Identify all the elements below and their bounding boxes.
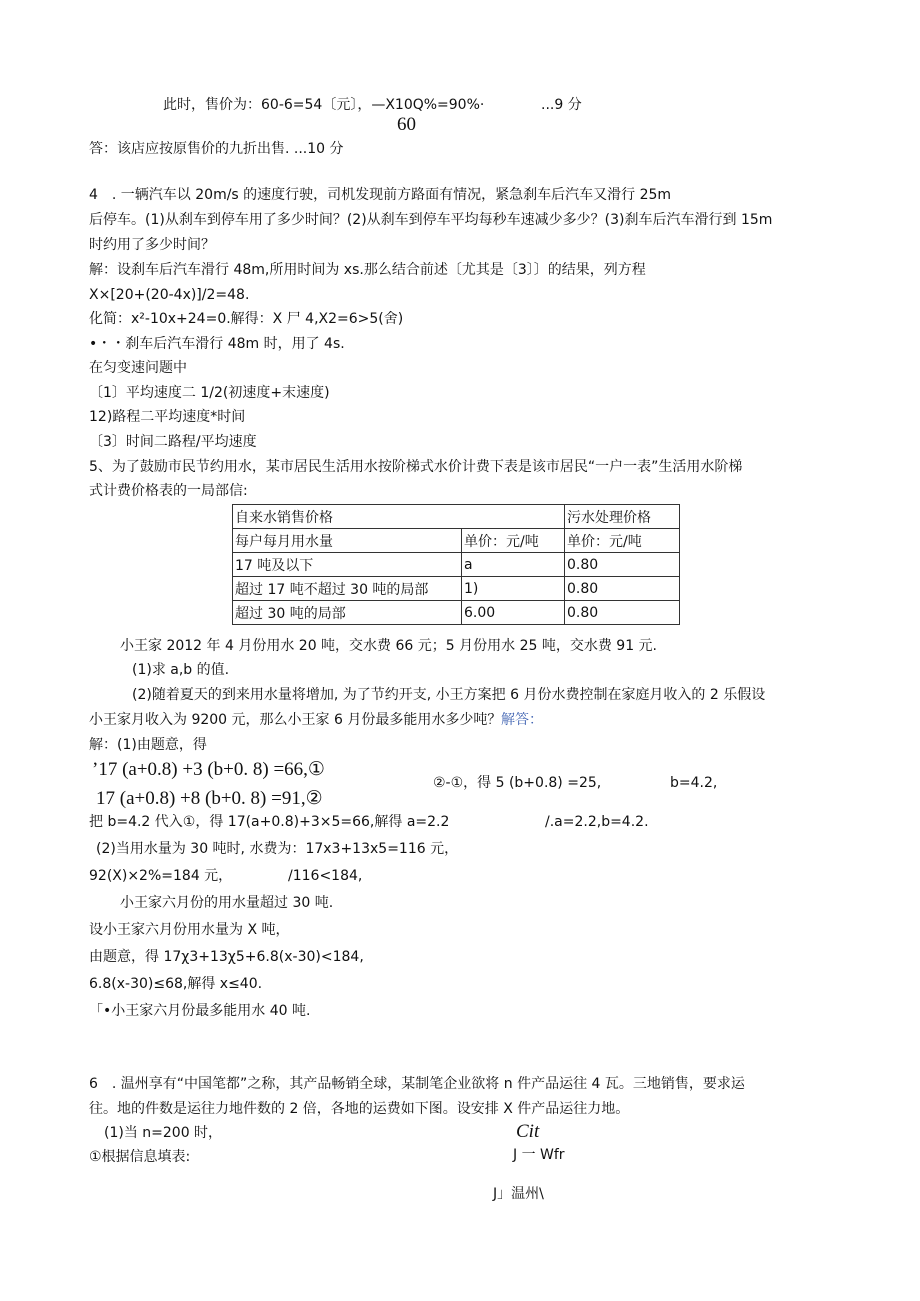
figure-label-wenzhou: J」温州\: [493, 1186, 544, 1202]
problem-4-questions-cont: 时约用了多少时间？: [89, 237, 215, 253]
table-header-cell: 污水处理价格: [565, 505, 680, 529]
table-row: [233, 529, 680, 553]
problem-6-stem-cont: 往。地的件数是运往力地件数的 2 倍，各地的运费如下图。设安排 X 件产品运往力地。: [89, 1101, 630, 1117]
calc-line: 此时，售价为：60-6=54〔元〕，—X10Q%=90%·: [163, 97, 485, 113]
problem-5-q2-cont: 小王家月收入为 9200 元，那么小王家 6 月份最多能用水多少吨？: [89, 712, 502, 728]
solution-5-conclusion: 「•小王家六月份最多能用水 40 吨.: [89, 1003, 311, 1019]
table-cell: 1): [462, 577, 565, 601]
problem-4-stem: 4 . 一辆汽车以 20m/s 的速度行驶，司机发现前方路面有情况，紧急刹车后汽车又滑行 25m: [89, 187, 672, 203]
problem-6-fill-table: ①根据信息填表:: [89, 1149, 191, 1165]
table-cell: 超过 17 吨不超过 30 吨的局部: [233, 577, 462, 601]
table-row: [233, 577, 680, 601]
table-cell: 6.00: [462, 601, 565, 625]
table-row: [233, 553, 680, 577]
problem-5-q2: (2)随着夏天的到来用水量将增加, 为了节约开支, 小王方案把 6 月份水费控制在家庭月收入的 2 乐假设: [132, 687, 766, 703]
b-result: b=4.2,: [670, 775, 718, 791]
budget-line: 92(X)×2%=184 元，: [89, 868, 233, 884]
note-item-3: 〔3〕时间二路程/平均速度: [89, 434, 257, 450]
problem-6-stem: 6 . 温州享有“中国笔都”之称，其产品畅销全球，某制笔企业欲将 n 件产品运往 4 瓦。三地销售，要求运: [89, 1076, 745, 1092]
problem-5-data: 小王家 2012 年 4 月份用水 20 吨，交水费 66 元；5 月份用水 25 吨，交水费 91 元.: [120, 638, 658, 654]
figure-label-city: Cit: [516, 1121, 540, 1142]
table-cell: 超过 30 吨的局部: [233, 601, 462, 625]
equation-2: 17 (a+0.8) +8 (b+0. 8) =91,②: [96, 788, 323, 809]
answer-link[interactable]: 解答：: [501, 712, 543, 728]
equation-subtract: ②-①，得 5 (b+0.8) =25,: [433, 775, 602, 791]
note-item-2: 12)路程二平均速度*时间: [89, 409, 246, 425]
let-line: 设小王家六月份用水量为 X 吨，: [89, 922, 290, 938]
inequality-solve: 6.8(x-30)≤68,解得 x≤40.: [89, 976, 263, 992]
problem-5-stem-cont: 式计费价格表的一局部信:: [89, 483, 248, 499]
problem-5-q1: (1)求 a,b 的值.: [132, 662, 230, 678]
substitute-line: 把 b=4.2 代入①，得 17(a+0.8)+3×5=66,解得 a=2.2: [89, 814, 450, 830]
note-item-1: 〔1〕平均速度二 1/2(初速度+末速度): [89, 385, 330, 401]
equation-1: ’17 (a+0.8) +3 (b+0. 8) =66,①: [92, 759, 325, 780]
solution-4-simplify: 化简：x²-10x+24=0.解得：X 尸 4,X2=6>5(舍): [89, 311, 404, 327]
problem-4-questions: 后停车。(1)从刹车到停车用了多少时间？(2)从刹车到停车平均每秒车速减少多少？(3)刹车后汽车滑行到 15m: [89, 212, 773, 228]
figure-label-route: J 一 Wfr: [513, 1147, 565, 1163]
table-cell: 0.80: [565, 577, 680, 601]
problem-6-q1: (1)当 n=200 时，: [104, 1125, 223, 1141]
table-cell: 17 吨及以下: [233, 553, 462, 577]
inequality-line: 由题意，得 17χ3+13χ5+6.8(x-30)<184,: [89, 949, 364, 965]
solution-4-equation: X×[20+(20-4x)]/2=48.: [89, 287, 250, 303]
table-row: [233, 505, 680, 529]
score-marker: ...9 分: [541, 97, 582, 113]
table-cell: 0.80: [565, 553, 680, 577]
solution-4-conclusion: •・・刹车后汽车滑行 48m 时，用了 4s.: [89, 336, 345, 352]
table-header-cell: 自来水销售价格: [233, 505, 565, 529]
ab-result: /.a=2.2,b=4.2.: [545, 814, 649, 830]
compare-line: /116<184,: [288, 868, 363, 884]
exceeds-line: 小王家六月份的用水量超过 30 吨.: [120, 895, 334, 911]
problem-5-stem: 5、为了鼓励市民节约用水，某市居民生活用水按阶梯式水价计费下表是该市居民“一户一表”生活用水阶梯: [89, 459, 743, 475]
table-header-cell: 每户每月用水量: [233, 529, 462, 553]
solution-4-intro: 解：设刹车后汽车滑行 48m,所用时间为 xs.那么结合前述〔尤其是〔3〕〕的结果，列方程: [89, 262, 646, 278]
water-price-table: [232, 504, 680, 625]
table-header-cell: 单价：元/吨: [462, 529, 565, 553]
table-cell: 0.80: [565, 601, 680, 625]
table-row: [233, 601, 680, 625]
solution-5-intro: 解：(1)由题意，得: [89, 737, 207, 753]
answer-line: 答：该店应按原售价的九折出售. ...10 分: [89, 141, 344, 157]
note-heading: 在匀变速问题中: [89, 360, 187, 376]
fraction-denominator: 60: [397, 114, 416, 135]
solution-5-part2: (2)当用水量为 30 吨时, 水费为：17x3+13x5=116 元，: [96, 841, 459, 857]
table-header-cell: 单价：元/吨: [565, 529, 680, 553]
table-cell: a: [462, 553, 565, 577]
